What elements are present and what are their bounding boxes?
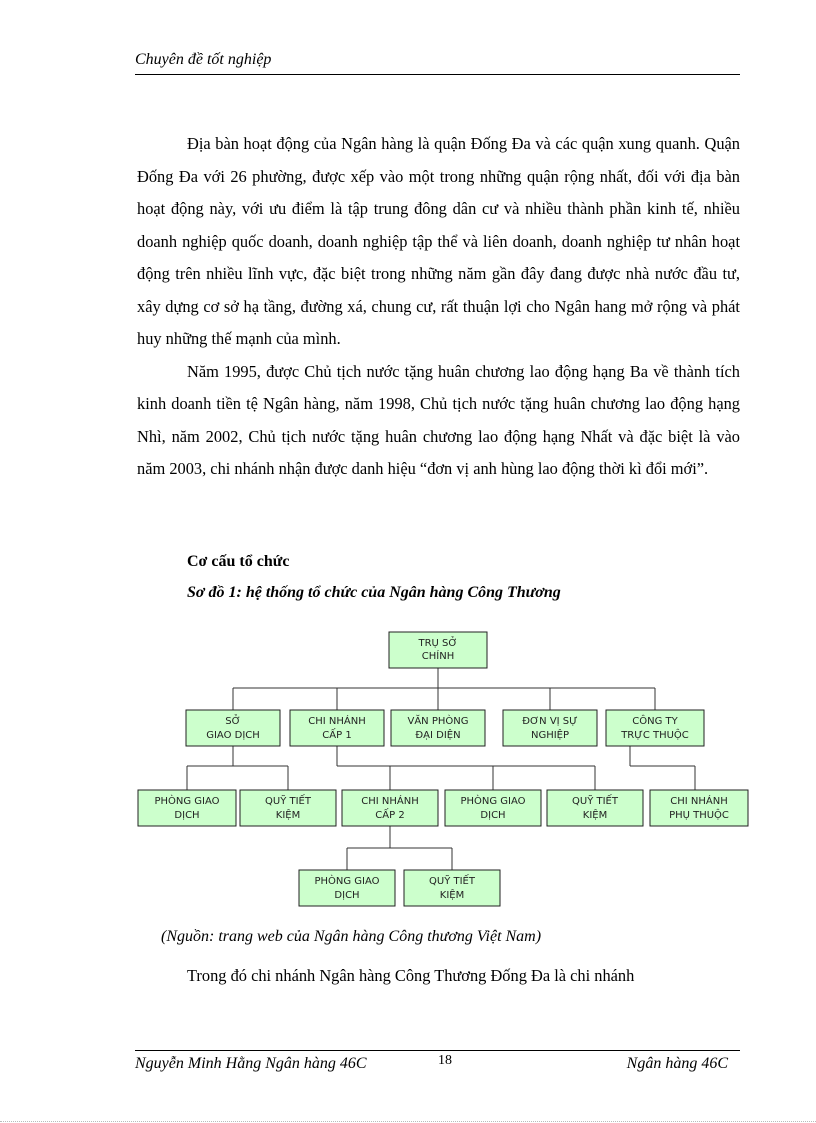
org-node-savings-fund-3 <box>404 870 500 906</box>
org-node-dependent-branch <box>650 790 748 826</box>
svg-text:QUỸ TIẾT: QUỸ TIẾT <box>572 796 618 807</box>
diagram-caption: Sơ đồ 1: hệ thống tổ chức của Ngân hàng Công Thương <box>187 584 561 601</box>
svg-text:SỞ: SỞ <box>225 716 241 727</box>
header-title: Chuyên đề tốt nghiệp <box>135 51 272 68</box>
svg-text:DỊCH: DỊCH <box>334 890 360 901</box>
org-node-savings-fund-1 <box>240 790 336 826</box>
page-bottom-edge <box>0 1121 816 1122</box>
svg-text:CẤP 1: CẤP 1 <box>322 730 352 741</box>
paragraph-location: Địa bàn hoạt động của Ngân hàng là quận Đống Đa và các quận xung quanh. Quận Đống Đa với 26 phường, được xếp vào một trong những quận rộng nhất, đối với địa bàn hoạt động này, với ưu điểm là tập trung đông dân cư và nhiều thành phần kinh tế, nhiều doanh nghiệp quốc doanh, doanh nghiệp tập thể và liên doanh, doanh nghiệp tư nhân hoạt động trên nhiều lĩnh vực, đặc biệt trong những năm gần đây đang được nhà nước đầu tư, xây dựng cơ sở hạ tầng, đường xá, chung cư, rất thuận lợi cho Ngân hang mở rộng và phát huy những thế mạnh của mình. <box>137 134 740 348</box>
footer-author: Nguyễn Minh Hằng Ngân hàng 46C <box>135 1055 367 1072</box>
page-footer <box>135 1050 740 1077</box>
svg-text:ĐƠN VỊ SỰ: ĐƠN VỊ SỰ <box>522 716 578 727</box>
org-node-transaction-office <box>186 710 280 746</box>
svg-text:VĂN PHÒNG: VĂN PHÒNG <box>407 716 469 727</box>
svg-text:DỊCH: DỊCH <box>174 810 200 821</box>
org-node-branch-level-1 <box>290 710 384 746</box>
svg-text:CHI NHÁNH: CHI NHÁNH <box>361 796 419 807</box>
svg-text:CÔNG TY: CÔNG TY <box>632 716 678 727</box>
svg-text:ĐẠI DIỆN: ĐẠI DIỆN <box>415 730 461 741</box>
section-heading: Cơ cấu tổ chức <box>187 553 290 570</box>
svg-text:CHI NHÁNH: CHI NHÁNH <box>670 796 728 807</box>
svg-text:GIAO DỊCH: GIAO DỊCH <box>206 730 260 741</box>
svg-text:CHI NHÁNH: CHI NHÁNH <box>308 716 366 727</box>
org-node-service-unit <box>503 710 597 746</box>
svg-text:PHÒNG GIAO: PHÒNG GIAO <box>314 876 380 887</box>
source-note: (Nguồn: trang web của Ngân hàng Công thương Việt Nam) <box>161 928 542 945</box>
svg-text:TRỰC THUỘC: TRỰC THUỘC <box>621 730 689 741</box>
svg-text:PHỤ THUỘC: PHỤ THUỘC <box>669 810 729 821</box>
org-node-transaction-room-3 <box>299 870 395 906</box>
org-node-savings-fund-2 <box>547 790 643 826</box>
svg-text:KIỆM: KIỆM <box>439 890 465 901</box>
svg-text:PHÒNG GIAO: PHÒNG GIAO <box>154 796 220 807</box>
org-node-representative-office <box>391 710 485 746</box>
org-node-head-office <box>389 632 487 668</box>
page-number: 18 <box>438 1053 452 1068</box>
svg-text:CẤP 2: CẤP 2 <box>375 810 405 821</box>
org-chart-connectors <box>187 668 695 870</box>
svg-text:QUỸ TIẾT: QUỸ TIẾT <box>265 796 311 807</box>
svg-text:TRỤ SỞ: TRỤ SỞ <box>418 638 458 649</box>
trailing-paragraph: Trong đó chi nhánh Ngân hàng Công Thương Đống Đa là chi nhánh <box>187 966 635 985</box>
svg-text:QUỸ TIẾT: QUỸ TIẾT <box>429 876 475 887</box>
svg-text:NGHIỆP: NGHIỆP <box>530 730 570 741</box>
paragraph-awards: Năm 1995, được Chủ tịch nước tặng huân chương lao động hạng Ba về thành tích kinh doanh tiền tệ Ngân hàng, năm 1998, Chủ tịch nước tặng huân chương lao động hạng Nhì, năm 2002, Chủ tịch nước tặng huân chương lao động hạng Nhất và đặc biệt là vào năm 2003, chi nhánh nhận được danh hiệu “đơn vị anh hùng lao động thời kì đổi mới”. <box>137 361 740 478</box>
svg-text:KIỆM: KIỆM <box>582 810 608 821</box>
org-node-transaction-room-2 <box>445 790 541 826</box>
org-node-transaction-room-1 <box>138 790 236 826</box>
svg-text:KIỆM: KIỆM <box>275 810 301 821</box>
svg-text:PHÒNG GIAO: PHÒNG GIAO <box>460 796 526 807</box>
svg-text:CHÍNH: CHÍNH <box>421 651 455 662</box>
org-node-branch-level-2 <box>342 790 438 826</box>
svg-text:DỊCH: DỊCH <box>480 810 506 821</box>
org-node-subsidiary-company <box>606 710 704 746</box>
footer-course: Ngân hàng 46C <box>626 1055 728 1072</box>
